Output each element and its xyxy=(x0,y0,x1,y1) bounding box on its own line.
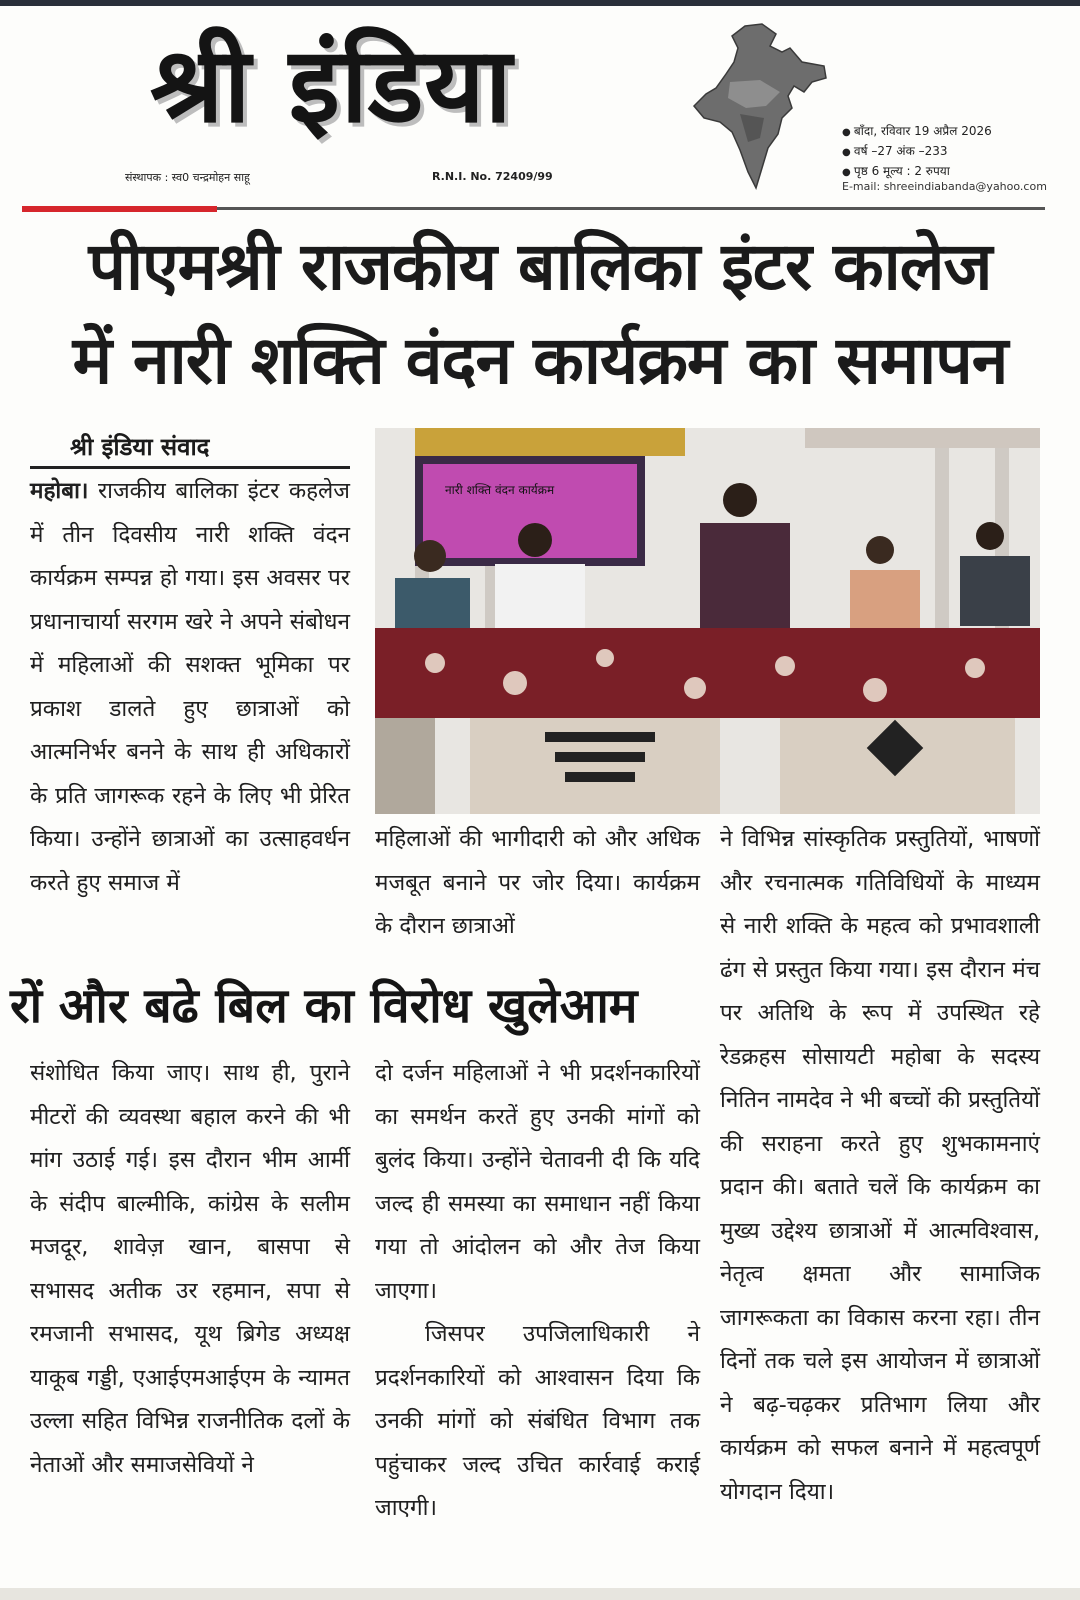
photo-screen-text: नारी शक्ति वंदन कार्यक्रम xyxy=(445,483,555,497)
article-body-2: महिलाओं की भागीदारी को और अधिक मजबूत बनाने पर जोर दिया। कार्यक्रम के दौरान छात्राओं xyxy=(375,826,700,939)
article-column-2 xyxy=(375,818,700,958)
masthead-rule xyxy=(217,207,1045,210)
issue-meta xyxy=(842,122,1074,182)
article2-body-2a: दो दर्जन महिलाओं ने भी प्रदर्शनकारियों का समर्थन करतें हुए उनकी मांगों को बुलंद किया। उन्होंने चेतावनी दी कि यदि जल्द ही समस्या का समाधान नहीं किया गया तो आंदोलन को और तेज किया जाएगा। xyxy=(375,1060,700,1304)
article2-headline: रों और बढे बिल का विरोध खुलेआम xyxy=(10,978,638,1034)
article2-body-1: संशोधित किया जाए। साथ ही, पुराने मीटरों की व्यवस्था बहाल करने की भी मांग उठाई गई। इस दौरान भीम आर्मी के संदीप बाल्मीकि, कांग्रेस के सलीम मजदूर, शावेज़ खान, बासपा से सभासद अतीक उर रहमान, सपा से रमजानी सभासद, यूथ ब्रिगेड अध्यक्ष याकूब गड्डी, एआईएमआईएम के न्यामत उल्ला सहित विभिन्न राजनीतिक दलों के नेताओं और समाजसेवियों ने xyxy=(30,1060,350,1478)
article2-body-2b: जिसपर उपजिलाधिकारी ने प्रदर्शनकारियों को आश्वासन दिया कि उनकी मांगों को संबंधित विभाग तक पहुंचाकर जल्द उचित कार्रवाई कराई जाएगी। xyxy=(375,1321,700,1521)
article2-column-2 xyxy=(375,1052,700,1592)
article-column-1 xyxy=(30,470,350,950)
rni-number: R.N.I. No. 72409/99 xyxy=(432,170,553,183)
dateline: महोबा। xyxy=(30,478,89,504)
top-border xyxy=(0,0,1080,6)
issue-volume-line: ● वर्ष –27 अंक –233 xyxy=(842,142,1074,162)
email-address: E-mail: shreeindiabanda@yahoo.com xyxy=(842,180,1047,193)
issue-price-line: ● पृष्ठ 6 मूल्य : 2 रुपया xyxy=(842,162,1074,182)
bottom-edge xyxy=(0,1588,1080,1600)
headline-line-1: पीएमश्री राजकीय बालिका इंटर कालेज xyxy=(88,228,992,305)
founder-line: संस्थापक : स्व0 चन्द्रमोहन साहू xyxy=(125,171,250,184)
article-body-3: ने विभिन्न सांस्कृतिक प्रस्तुतियों, भाषणों और रचनात्मक गतिविधियों के माध्यम से नारी शक्ति के महत्व को प्रभावशाली ढंग से प्रस्तुत किया गया। इस दौरान मंच पर अतिथि के रूप में उपस्थित रहे रेडक्रहस सोसायटी महोबा के सदस्य नितिन नामदेव ने भी बच्चों की प्रस्तुतियों की सराहना करते हुए शुभकामनाएं प्रदान की। बताते चलें कि कार्यक्रम का मुख्य उद्देश्य छात्राओं में आत्मविश्वास, नेतृत्व क्षमता और सामाजिक जागरूकता का विकास करना रहा। तीन दिनों तक चले इस आयोजन में छात्राओं ने बढ़-चढ़कर प्रतिभाग लिया और कार्यक्रम को सफल बनाने में महत्वपूर्ण योगदान दिया। xyxy=(720,826,1040,1505)
byline: श्री इंडिया संवाद xyxy=(70,433,210,461)
article-column-3 xyxy=(720,818,1040,1578)
article2-column-1 xyxy=(30,1052,350,1592)
byline-rule xyxy=(30,466,350,469)
article-body-1: राजकीय बालिका इंटर कहलेज में तीन दिवसीय नारी शक्ति वंदन कार्यक्रम सम्पन्न हो गया। इस अवसर पर प्रधानाचार्या सरगम खरे ने अपने संबोधन में महिलाओं की सशक्त भूमिका पर प्रकाश डालते हुए छात्राओं को आत्मनिर्भर बनने के साथ ही अधिकारों के प्रति जागरूक रहने के लिए भी प्रेरित किया। उन्होंने छात्राओं का उत्साहवर्धन करते हुए समाज में xyxy=(30,478,350,896)
india-map-icon xyxy=(690,22,830,192)
newspaper-title: श्री इंडिया xyxy=(150,24,513,146)
headline-line-2: में नारी शक्ति वंदन कार्यक्रम का समापन xyxy=(72,322,1008,399)
issue-date-line: ● बाँदा, रविवार 19 अप्रैल 2026 xyxy=(842,122,1074,142)
masthead-rule-red xyxy=(22,206,217,212)
event-photo xyxy=(375,428,1040,814)
